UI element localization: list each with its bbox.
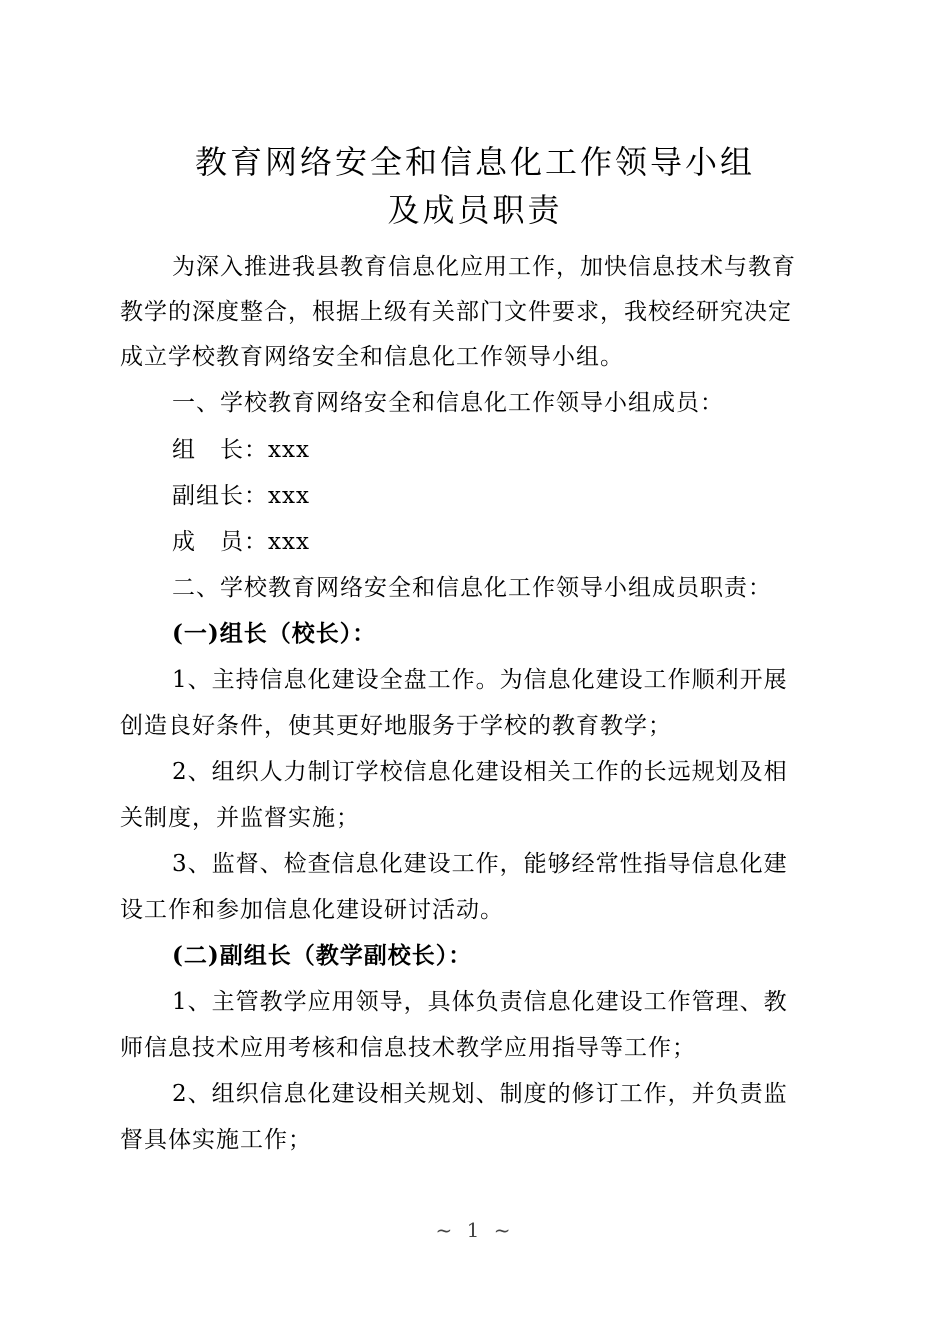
intro-paragraph-line-2: 教学的深度整合，根据上级有关部门文件要求，我校经研究决定 [120, 299, 792, 325]
section-2-heading: 二、学校教育网络安全和信息化工作领导小组成员职责： [172, 575, 772, 601]
intro-paragraph-line-3: 成立学校教育网络安全和信息化工作领导小组。 [120, 344, 624, 370]
member-members: 成 员：xxx [172, 529, 310, 555]
section-1-heading: 一、学校教育网络安全和信息化工作领导小组成员： [172, 390, 724, 416]
member-deputy: 副组长：xxx [172, 483, 310, 509]
intro-paragraph-line-1: 为深入推进我县教育信息化应用工作，加快信息技术与教育 [172, 254, 796, 280]
leader-duty-2-line-1: 2、组织人力制订学校信息化建设相关工作的长远规划及相 [172, 759, 788, 785]
leader-duty-1-line-1: 1、主持信息化建设全盘工作。为信息化建设工作顺利开展 [172, 667, 788, 693]
leader-duty-2-line-2: 关制度，并监督实施； [120, 805, 360, 831]
deputy-duty-2-line-2: 督具体实施工作； [120, 1127, 312, 1153]
deputy-duty-1-line-1: 1、主管教学应用领导，具体负责信息化建设工作管理、教 [172, 989, 788, 1015]
document-title-line-2: 及成员职责 [387, 191, 563, 229]
leader-duty-3-line-2: 设工作和参加信息化建设研讨活动。 [120, 897, 504, 923]
deputy-duties-heading: (二)副组长（教学副校长）： [172, 942, 473, 969]
page-number: ~ 1 ~ [435, 1218, 515, 1242]
leader-duty-1-line-2: 创造良好条件，使其更好地服务于学校的教育教学； [120, 713, 672, 739]
leader-duty-3-line-1: 3、监督、检查信息化建设工作，能够经常性指导信息化建 [172, 851, 788, 877]
member-leader: 组 长：xxx [172, 437, 310, 463]
document-title-line-1: 教育网络安全和信息化工作领导小组 [194, 143, 755, 181]
deputy-duty-2-line-1: 2、组织信息化建设相关规划、制度的修订工作，并负责监 [172, 1081, 788, 1107]
deputy-duty-1-line-2: 师信息技术应用考核和信息技术教学应用指导等工作； [120, 1035, 696, 1061]
leader-duties-heading: (一)组长（校长）： [172, 620, 377, 647]
